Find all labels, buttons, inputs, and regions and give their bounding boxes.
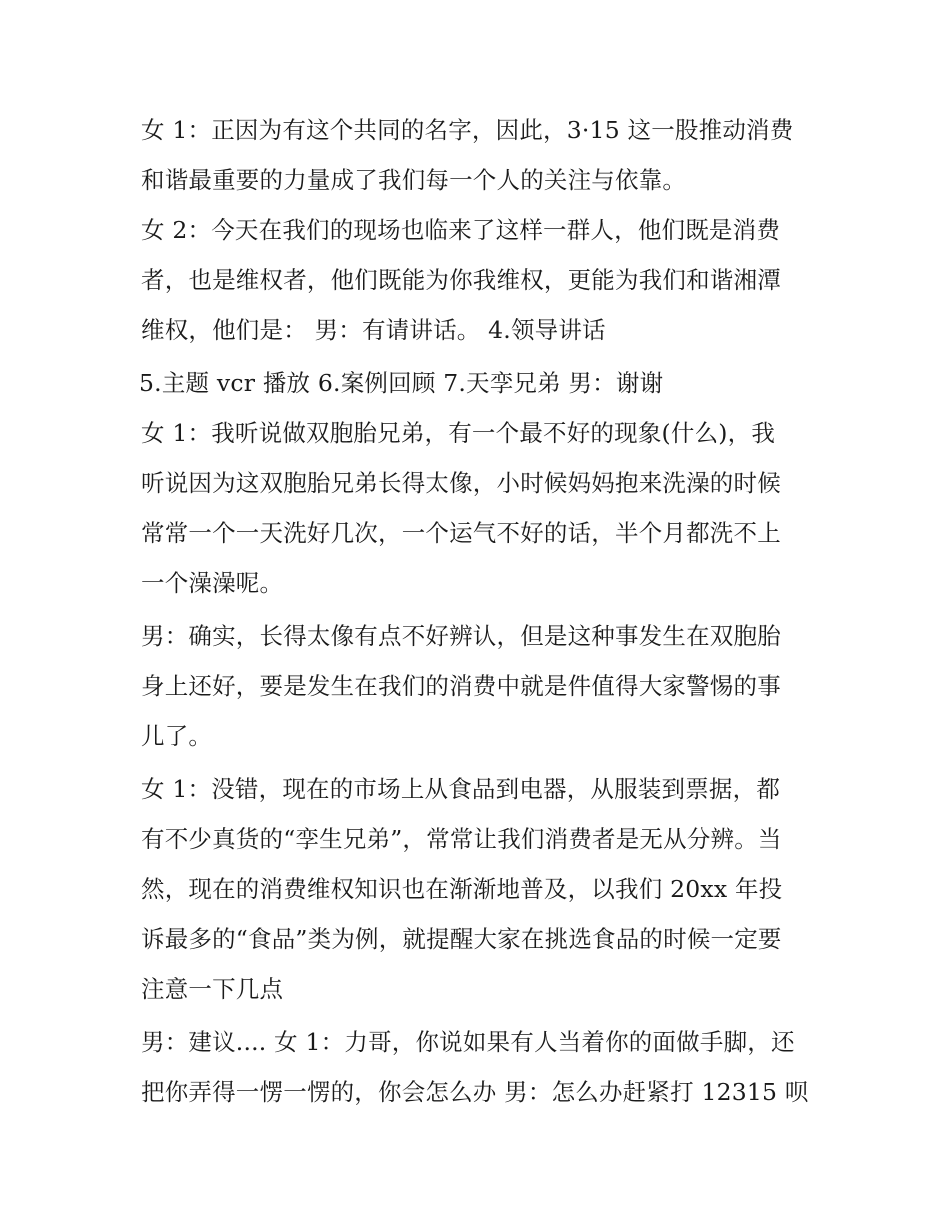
text-line: 身上还好，要是发生在我们的消费中就是件值得大家警惕的事 bbox=[141, 672, 781, 700]
text-line: 维权，他们是： 男：有请讲话。 4.领导讲话 bbox=[141, 316, 606, 344]
text-line: 者，也是维权者，他们既能为你我维权，更能为我们和谐湘潭 bbox=[141, 266, 781, 294]
text-line: 儿了。 bbox=[141, 722, 213, 750]
text-line: 有不少真货的“孪生兄弟”，常常让我们消费者是无从分辨。当 bbox=[141, 825, 782, 853]
text-line: 常常一个一天洗好几次，一个运气不好的话，半个月都洗不上 bbox=[141, 519, 781, 547]
text-line: 和谐最重要的力量成了我们每一个人的关注与依靠。 bbox=[141, 166, 687, 194]
text-line: 女 2：今天在我们的现场也临来了这样一群人，他们既是消费 bbox=[141, 216, 781, 244]
text-line: 男：确实，长得太像有点不好辨认，但是这种事发生在双胞胎 bbox=[141, 622, 781, 650]
text-line: 注意一下几点 bbox=[141, 975, 284, 1003]
text-line: 5.主题 vcr 播放 6.案例回顾 7.天孪兄弟 男：谢谢 bbox=[139, 369, 664, 397]
text-line: 诉最多的“食品”类为例，就提醒大家在挑选食品的时候一定要 bbox=[141, 925, 782, 953]
text-line: 然，现在的消费维权知识也在渐渐地普及，以我们 20xx 年投 bbox=[141, 875, 783, 903]
text-line: 男：建议.... 女 1：力哥，你说如果有人当着你的面做手脚，还 bbox=[141, 1028, 795, 1056]
text-line: 一个澡澡呢。 bbox=[141, 569, 284, 597]
text-line: 把你弄得一愣一愣的，你会怎么办 男：怎么办赶紧打 12315 呗 bbox=[141, 1078, 809, 1106]
text-line: 女 1：正因为有这个共同的名字，因此，3·15 这一股推动消费 bbox=[141, 116, 794, 144]
text-line: 听说因为这双胞胎兄弟长得太像，小时候妈妈抱来洗澡的时候 bbox=[141, 469, 781, 497]
text-line: 女 1：没错，现在的市场上从食品到电器，从服装到票据，都 bbox=[141, 775, 781, 803]
text-line: 女 1：我听说做双胞胎兄弟，有一个最不好的现象(什么)，我 bbox=[141, 419, 776, 447]
